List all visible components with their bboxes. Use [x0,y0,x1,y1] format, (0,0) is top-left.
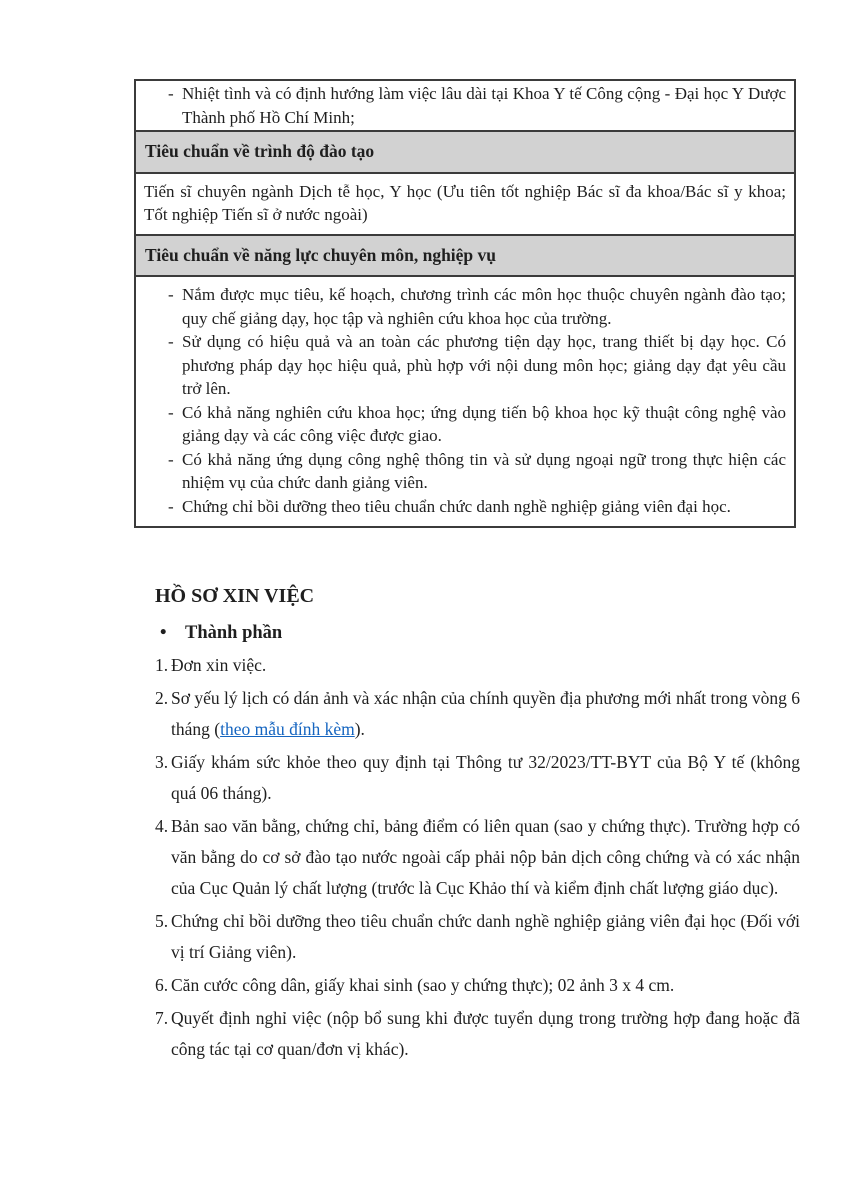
list-item-text: Chứng chỉ bồi dưỡng theo tiêu chuẩn chức danh nghề nghiệp giảng viên đại học (Đối với vị trí Giảng viên). [171,911,800,962]
section-subtitle-text: Thành phần [185,623,283,643]
list-item-number: 3. [155,752,169,772]
dash-marker: - [168,449,174,469]
job-application-section [155,584,800,1067]
list-item-text: Đơn xin việc. [171,655,267,675]
table-bullet-item [136,82,786,129]
list-item-number: 1. [155,655,169,675]
document-checklist [155,650,800,1065]
list-item-text: Giấy khám sức khỏe theo quy định tại Thông tư 32/2023/TT-BYT của Bộ Y tế (không quá 06 tháng). [171,752,800,803]
list-item-text: Sơ yếu lý lịch có dán ảnh và xác nhận của chính quyền địa phương mới nhất trong vòng 6 tháng ( [171,688,800,739]
dash-marker: - [168,84,174,103]
table-header-training-level: Tiêu chuẩn về trình độ đào tạo [136,130,794,172]
dash-marker: - [168,332,174,351]
table-row-commitment [136,81,794,130]
list-item-number: 7. [155,1008,169,1028]
table-bullet-item [136,401,786,448]
list-item-text: Căn cước công dân, giấy khai sinh (sao y chứng thực); 02 ảnh 3 x 4 cm. [171,975,675,995]
list-item-number: 6. [155,975,169,995]
dash-marker: - [168,496,174,516]
table-header-professional-competency: Tiêu chuẩn về năng lực chuyên môn, nghiệp vụ [136,234,794,276]
table-bullet-text: Nắm được mục tiêu, kế hoạch, chương trình các môn học thuộc chuyên ngành đào tạo; quy chế giảng dạy, học tập và nghiên cứu khoa học của trường. [182,285,786,328]
table-row-training-requirement: Tiến sĩ chuyên ngành Dịch tễ học, Y học (Ưu tiên tốt nghiệp Bác sĩ đa khoa/Bác sĩ y khoa; Tốt nghiệp Tiến sĩ ở nước ngoài) [136,172,794,234]
table-row-competency-list [136,275,794,526]
bullet-icon: • [160,623,167,643]
section-title: HỒ SƠ XIN VIỆC [155,585,315,607]
table-bullet-item [136,330,786,401]
list-item-text: Bản sao văn bằng, chứng chỉ, bảng điểm có liên quan (sao y chứng thực). Trường hợp có văn bằng do cơ sở đào tạo nước ngoài cấp phải nộp bản dịch công chứng và có xác nhận của Cục Quản lý chất lượng (trước là Cục Khảo thí và kiểm định chất lượng giáo dục). [171,816,800,898]
list-item [155,1003,800,1065]
list-item-number: 5. [155,911,169,931]
table-bullet-text: Chứng chỉ bồi dưỡng theo tiêu chuẩn chức danh nghề nghiệp giảng viên đại học. [182,496,731,516]
list-item [155,650,800,681]
list-item [155,906,800,968]
table-bullet-text: Sử dụng có hiệu quả và an toàn các phương tiện dạy học, trang thiết bị dạy học. Có phương pháp dạy học hiệu quả, phù hợp với nội dung môn học; giảng dạy đạt yêu cầu trở lên. [182,332,786,398]
requirements-table [134,79,796,528]
table-bullet-item [136,448,786,495]
table-bullet-text: Nhiệt tình và có định hướng làm việc lâu dài tại Khoa Y tế Công cộng - Đại học Y Dược Thành phố Hồ Chí Minh; [182,84,786,127]
table-bullet-item [136,283,786,330]
table-bullet-text: Có khả năng ứng dụng công nghệ thông tin và sử dụng ngoại ngữ trong thực hiện các nhiệm vụ của chức danh giảng viên. [182,449,786,492]
table-bullet-item [136,495,786,519]
dash-marker: - [168,402,174,422]
table-bullet-text: Có khả năng nghiên cứu khoa học; ứng dụng tiến bộ khoa học kỹ thuật công nghệ vào giảng dạy và các công việc được giao. [182,402,786,445]
list-item [155,811,800,904]
section-subtitle [155,621,800,645]
list-item-text: Quyết định nghỉ việc (nộp bổ sung khi được tuyển dụng trong trường hợp đang hoặc đã công tác tại cơ quan/đơn vị khác). [171,1008,800,1059]
list-item [155,970,800,1001]
attached-form-link[interactable]: theo mẫu đính kèm [220,719,355,739]
list-item-number: 2. [155,688,169,708]
dash-marker: - [168,285,174,304]
list-item [155,683,800,745]
list-item [155,747,800,809]
list-item-text: ). [354,719,365,739]
list-item-number: 4. [155,816,169,836]
